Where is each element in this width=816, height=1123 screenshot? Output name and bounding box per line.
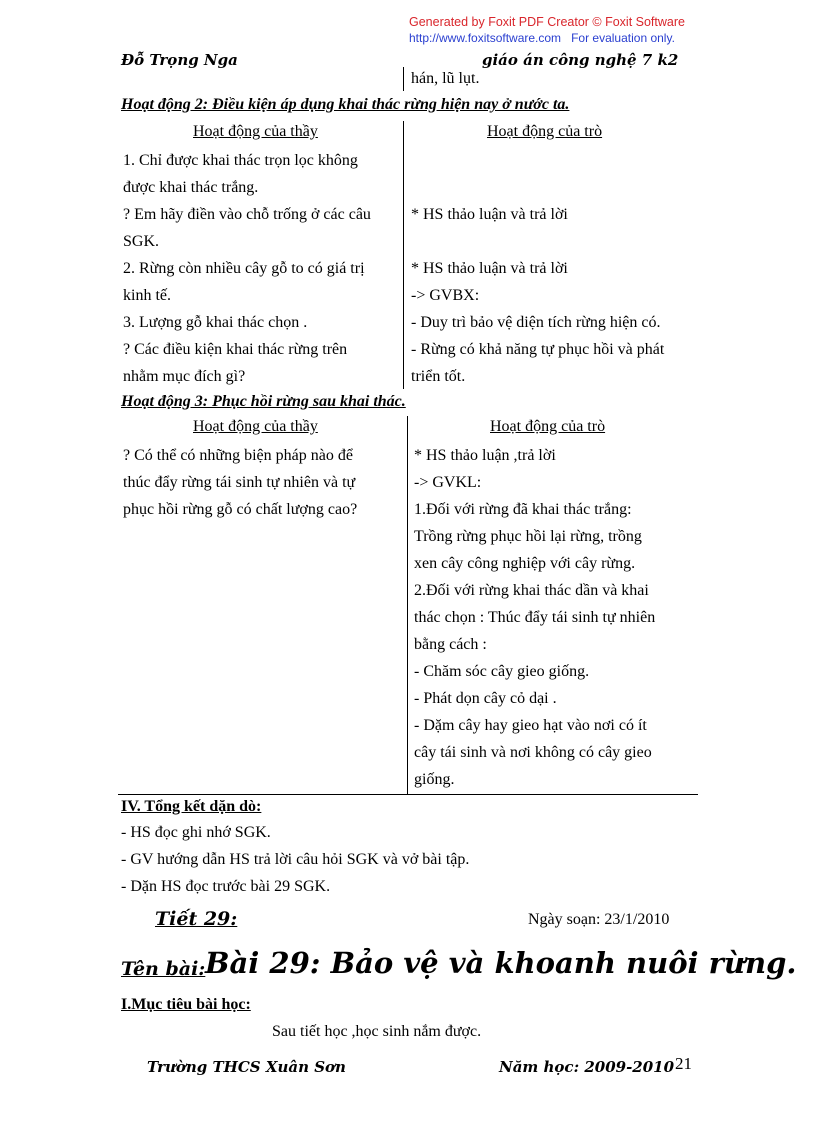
text-line: - Duy trì bảo vệ diện tích rừng hiện có. [411,314,661,331]
footer-page-number: 21 [675,1054,692,1073]
text-line: được khai thác trắng. [123,179,259,196]
text-line: nhằm mục đích gì? [123,368,246,385]
text-line: Trồng rừng phục hồi lại rừng, trồng [414,528,642,545]
text-line: -> GVBX: [411,287,480,304]
text-line: * HS thảo luận và trả lời [411,206,568,223]
activity3-student-column [414,442,655,793]
footer-school: Trường THCS Xuân Sơn [147,1058,346,1076]
text-line: - Rừng có khả năng tự phục hồi và phát [411,341,665,358]
text-line: triển tốt. [411,368,466,385]
text-line: giống. [414,771,455,788]
text-line: 1. Chỉ được khai thác trọn lọc không [123,152,358,169]
text-line: - Chăm sóc cây gieo giống. [414,663,590,680]
text-line: ? Các điều kiện khai thác rừng trên [123,341,348,358]
text-line: - Dặm cây hay gieo hạt vào nơi có ít [414,717,647,734]
lesson-title-label: Tên bài: [121,958,206,980]
text-line: phục hồi rừng gỗ có chất lượng cao? [123,501,358,518]
watermark-url[interactable]: http://www.foxitsoftware.com [409,31,562,45]
activity3-title: Hoạt động 3: Phục hồi rừng sau khai thác. [121,393,406,410]
text-line: xen cây công nghiệp với cây rừng. [414,555,636,572]
text-line: 3. Lượng gỗ khai thác chọn . [123,314,308,331]
footer-year: Năm học: 2009-2010 [499,1058,675,1076]
text-line: kinh tế. [123,287,171,304]
activity2-title: Hoạt động 2: Điều kiện áp dụng khai thác rừng hiện nay ở nước ta. [121,96,570,113]
objectives-title: I.Mục tiêu bài học: [121,996,251,1013]
activity2-student-header: Hoạt động của trò [487,123,603,140]
text-line: cây tái sinh và nơi không có cây gieo [414,744,652,761]
text-line: ? Có thể có những biện pháp nào để [123,447,353,464]
header-author: Đỗ Trọng Nga [121,51,238,69]
summary-list [121,819,469,900]
activity2-teacher-header: Hoạt động của thầy [193,123,318,140]
text-line: -> GVKL: [414,474,482,491]
activity3-student-header: Hoạt động của trò [490,418,606,435]
watermark-note: For evaluation only. [571,31,675,45]
text-line [411,147,664,174]
watermark-url-line [409,31,675,45]
header-subject: giáo án công nghệ 7 k2 [482,51,679,69]
text-line [411,174,664,201]
text-line [411,228,664,255]
text-line: * HS thảo luận và trả lời [411,260,568,277]
activity2-teacher-column [123,147,371,390]
text-line: 2. Rừng còn nhiều cây gỗ to có giá trị [123,260,365,277]
text-line: ? Em hãy điền vào chỗ trống ở các câu [123,206,371,223]
activity2-student-column [411,147,664,390]
activity3-bottom-rule [118,794,698,795]
carryover-text: hán, lũ lụt. [411,70,480,87]
text-line: SGK. [123,233,160,250]
text-line: - Phát dọn cây cỏ dại . [414,690,557,707]
summary-title: IV. Tổng kết dặn dò: [121,798,262,815]
text-line: * HS thảo luận ,trả lời [414,447,556,464]
text-line: thúc đẩy rừng tái sinh tự nhiên và tự [123,474,356,491]
activity3-teacher-header: Hoạt động của thầy [193,418,318,435]
activity2-column-divider [403,121,404,389]
activity3-column-divider [407,416,408,794]
objectives-intro: Sau tiết học ,học sinh nắm được. [272,1023,482,1040]
activity3-teacher-column [123,442,357,523]
watermark-generated-by: Generated by Foxit PDF Creator © Foxit Software [409,15,685,29]
text-line: bằng cách : [414,636,487,653]
summary-item: - Dặn HS đọc trước bài 29 SGK. [121,878,331,895]
text-line: 2.Đối với rừng khai thác dần và khai [414,582,649,599]
lesson-period: Tiết 29: [155,908,238,930]
lesson-prep-date: Ngày soạn: 23/1/2010 [528,911,670,928]
summary-item: - GV hướng dẫn HS trả lời câu hỏi SGK và vở bài tập. [121,851,470,868]
text-line: 1.Đối với rừng đã khai thác trắng: [414,501,632,518]
text-line: thác chọn : Thúc đẩy tái sinh tự nhiên [414,609,656,626]
carryover-divider [403,67,404,91]
lesson-title: Bài 29: Bảo vệ và khoanh nuôi rừng. [205,946,797,980]
summary-item: - HS đọc ghi nhớ SGK. [121,824,271,841]
